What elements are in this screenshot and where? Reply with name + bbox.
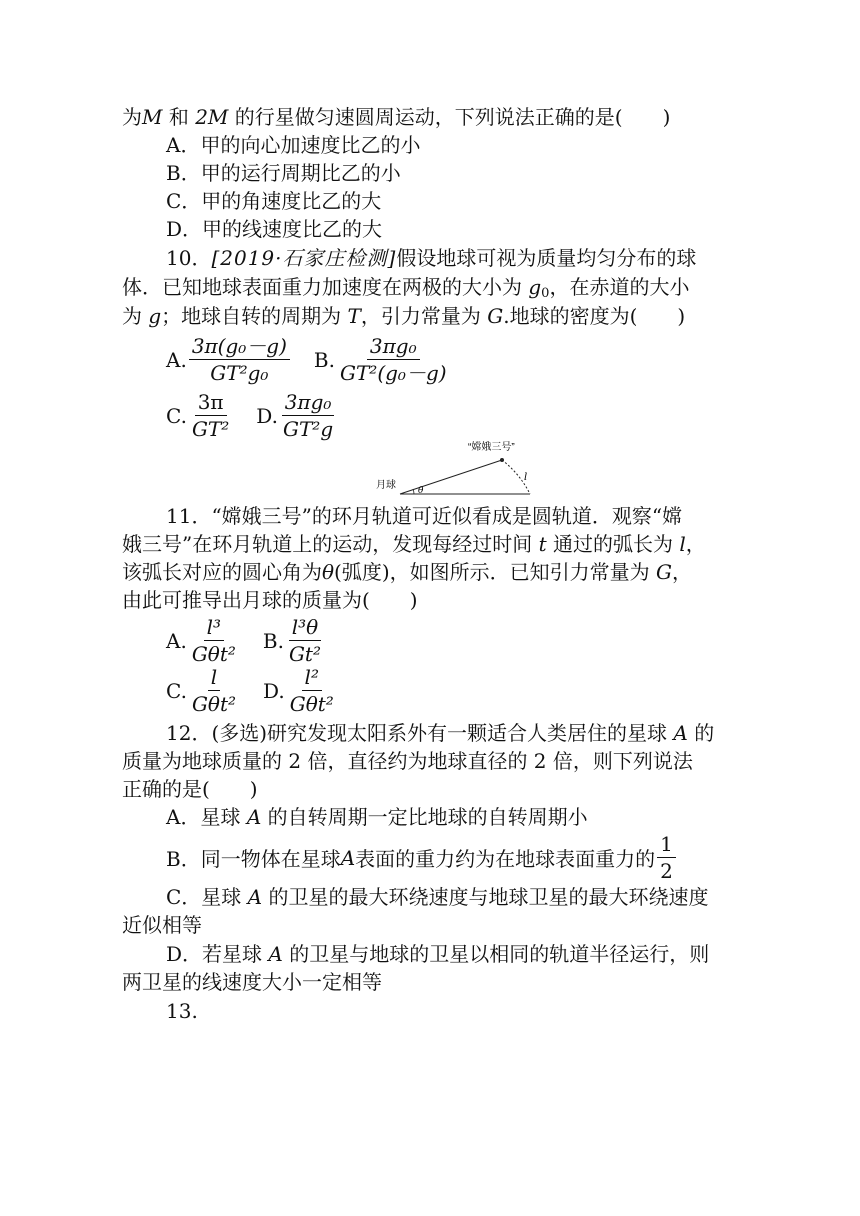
q10-number: 10． (166, 246, 212, 270)
var-2M: 2M (195, 105, 229, 129)
q11-option-b-label: B. (262, 628, 284, 653)
var-A: A (673, 721, 688, 745)
q10-text-1: 假设地球可视为质量均匀分布的球 (396, 246, 697, 270)
q9-stem-tail (122, 104, 670, 130)
q11-text-3b: (弧度)，如图所示．已知引力常量为 (334, 560, 657, 584)
q10-text-2a: 体．已知地球表面重力加速度在两极的大小为 (122, 275, 529, 299)
q12-option-c-text-2: 的卫星的最大环绕速度与地球卫星的最大环绕速度 (262, 885, 709, 909)
q10-options-row-1 (166, 334, 452, 385)
q11-text-2a: 娥三号”在环月轨道上的运动，发现每经过时间 (122, 532, 539, 556)
fraction-numerator: l³θ (289, 615, 321, 641)
q12-option-c (166, 884, 708, 910)
figure-moon-label: 月球 (376, 480, 396, 491)
q10-option-d-fraction (280, 390, 336, 441)
q12-option-d-text-2: 的卫星与地球的卫星以相同的轨道半径运行，则 (282, 942, 710, 966)
q11-options-row-1 (166, 615, 326, 666)
q11-line-4: 由此可推导出月球的质量为( ) (122, 588, 418, 612)
q10-options-row-2 (166, 390, 338, 441)
figure-arc-label: l (524, 472, 528, 483)
var-A: A (246, 805, 262, 829)
var-G: G (656, 560, 672, 584)
var-T: T (347, 304, 361, 328)
q12-text-1a: 12．(多选)研究发现太阳系外有一颗适合人类居住的星球 (166, 721, 674, 745)
q10-text-3c: ，引力常量为 (360, 304, 488, 328)
fraction-numerator: l (208, 665, 220, 691)
q10-line-1 (166, 245, 696, 271)
figure-satellite-label: “嫦娥三号” (468, 442, 515, 453)
q10-text-2b: ，在赤道的大小 (549, 275, 690, 299)
satellite-dot (500, 458, 504, 462)
q10-text-3b: ；地球自转的周期为 (161, 304, 348, 328)
fraction-denominator: Gθt² (289, 692, 334, 716)
var-M: M (142, 105, 163, 129)
q13-number: 13. (166, 999, 198, 1023)
q12-line-1 (166, 720, 714, 746)
fraction-numerator: l³ (204, 615, 224, 641)
q10-option-b-label: B. (313, 347, 335, 372)
q11-text-2c: ， (685, 532, 706, 556)
q10-option-d-label: D. (256, 403, 278, 428)
q10-source: [2019·石家庄检测] (211, 246, 397, 270)
q11-line-2 (122, 531, 706, 557)
q10-text-3a: 为 (122, 304, 149, 328)
q11-option-b-fraction (286, 615, 324, 666)
q11-option-c-label: C. (166, 678, 187, 703)
q11-text-2b: 通过的弧长为 (546, 532, 680, 556)
var-A: A (268, 942, 283, 966)
q9-option-d: D．甲的线速度比乙的大 (166, 217, 383, 241)
var-g: g (148, 304, 162, 328)
q9-option-a: A．甲的向心加速度比乙的小 (166, 133, 421, 157)
q12-option-c-text-1: C．星球 (166, 885, 248, 909)
fraction-denominator: GT²(g₀－g) (339, 361, 447, 385)
var-A: A (247, 885, 263, 909)
q9-option-c: C．甲的角速度比乙的大 (166, 189, 382, 213)
q12-option-b-text-2: 表面的重力约为在地球表面重力的 (355, 847, 656, 871)
q12-option-a-text-1: A．星球 (166, 805, 247, 829)
q9-text-b: 和 (162, 105, 196, 129)
q10-option-c-label: C. (166, 403, 187, 428)
q11-options-row-2 (166, 665, 339, 716)
subscript-zero: 0 (541, 286, 550, 301)
q12-option-a-text-2: 的自转周期一定比地球的自转周期小 (261, 805, 588, 829)
q12-option-b (166, 832, 678, 883)
q10-option-c-fraction (189, 390, 232, 441)
var-g0: g (528, 275, 542, 299)
q12-text-1b: 的 (687, 721, 715, 745)
figure-theta-label: θ (418, 486, 424, 496)
fraction-denominator: GT²g₀ (210, 361, 269, 385)
fraction-numerator: 3π(g₀－g) (189, 334, 290, 360)
orbit-figure (372, 436, 542, 500)
orbit-radius-line-2 (400, 460, 502, 494)
var-theta: θ (322, 560, 335, 584)
var-t: t (538, 532, 547, 556)
q12-option-d-line-2: 两卫星的线速度大小一定相等 (122, 970, 382, 994)
q9-option-b: B．甲的运行周期比乙的小 (166, 161, 401, 185)
q12-option-d-text-1: D．若星球 (166, 942, 269, 966)
q10-option-b-fraction (337, 334, 450, 385)
var-G: G (487, 304, 504, 328)
var-A: A (340, 845, 356, 870)
q9-text-a: 为 (122, 105, 142, 129)
fraction-numerator: l² (302, 665, 322, 691)
q12-line-2: 质量为地球质量的 2 倍，直径约为地球直径的 2 倍，则下列说法 (122, 749, 693, 773)
q11-option-a-label: A. (166, 628, 187, 653)
q12-option-b-text-1: B．同一物体在星球 (166, 847, 341, 871)
q10-option-a-fraction (189, 334, 290, 385)
var-l: l (679, 532, 686, 556)
fraction-denominator: Gθt² (191, 692, 237, 716)
fraction-denominator: Gθt² (191, 642, 236, 666)
fraction-numerator: 3πg₀ (282, 390, 335, 416)
q10-text-3d: .地球的密度为( ) (503, 304, 686, 328)
fraction-denominator: GT²g (282, 417, 334, 441)
q12-line-3: 正确的是( ) (122, 777, 258, 801)
q10-option-a-label: A. (166, 347, 187, 372)
q12-option-c-line-2: 近似相等 (122, 913, 202, 937)
fraction-numerator: 3π (195, 390, 227, 416)
q11-line-1: 11．“嫦娥三号”的环月轨道可近似看成是圆轨道．观察“嫦 (166, 504, 683, 528)
q12-option-b-fraction (657, 832, 676, 883)
q12-option-a (166, 804, 588, 830)
q11-text-3a: 该弧长对应的圆心角为 (122, 560, 322, 584)
q10-line-3 (122, 303, 685, 329)
q11-option-d-fraction (287, 665, 337, 716)
fraction-denominator: GT² (191, 417, 230, 441)
q11-option-a-fraction (189, 615, 239, 666)
fraction-denominator: Gt² (288, 642, 321, 666)
fraction-numerator: 1 (657, 832, 676, 858)
q11-text-3c: ， (672, 560, 692, 584)
fraction-numerator: 3πg₀ (367, 334, 420, 360)
q10-line-2 (122, 274, 689, 300)
fraction-denominator: 2 (660, 859, 673, 883)
q11-option-d-label: D. (263, 678, 285, 703)
q11-line-3 (122, 559, 692, 585)
q12-option-d (166, 941, 709, 967)
q11-option-c-fraction (189, 665, 239, 716)
q9-text-c: 的行星做匀速圆周运动，下列说法正确的是( ) (228, 105, 671, 129)
